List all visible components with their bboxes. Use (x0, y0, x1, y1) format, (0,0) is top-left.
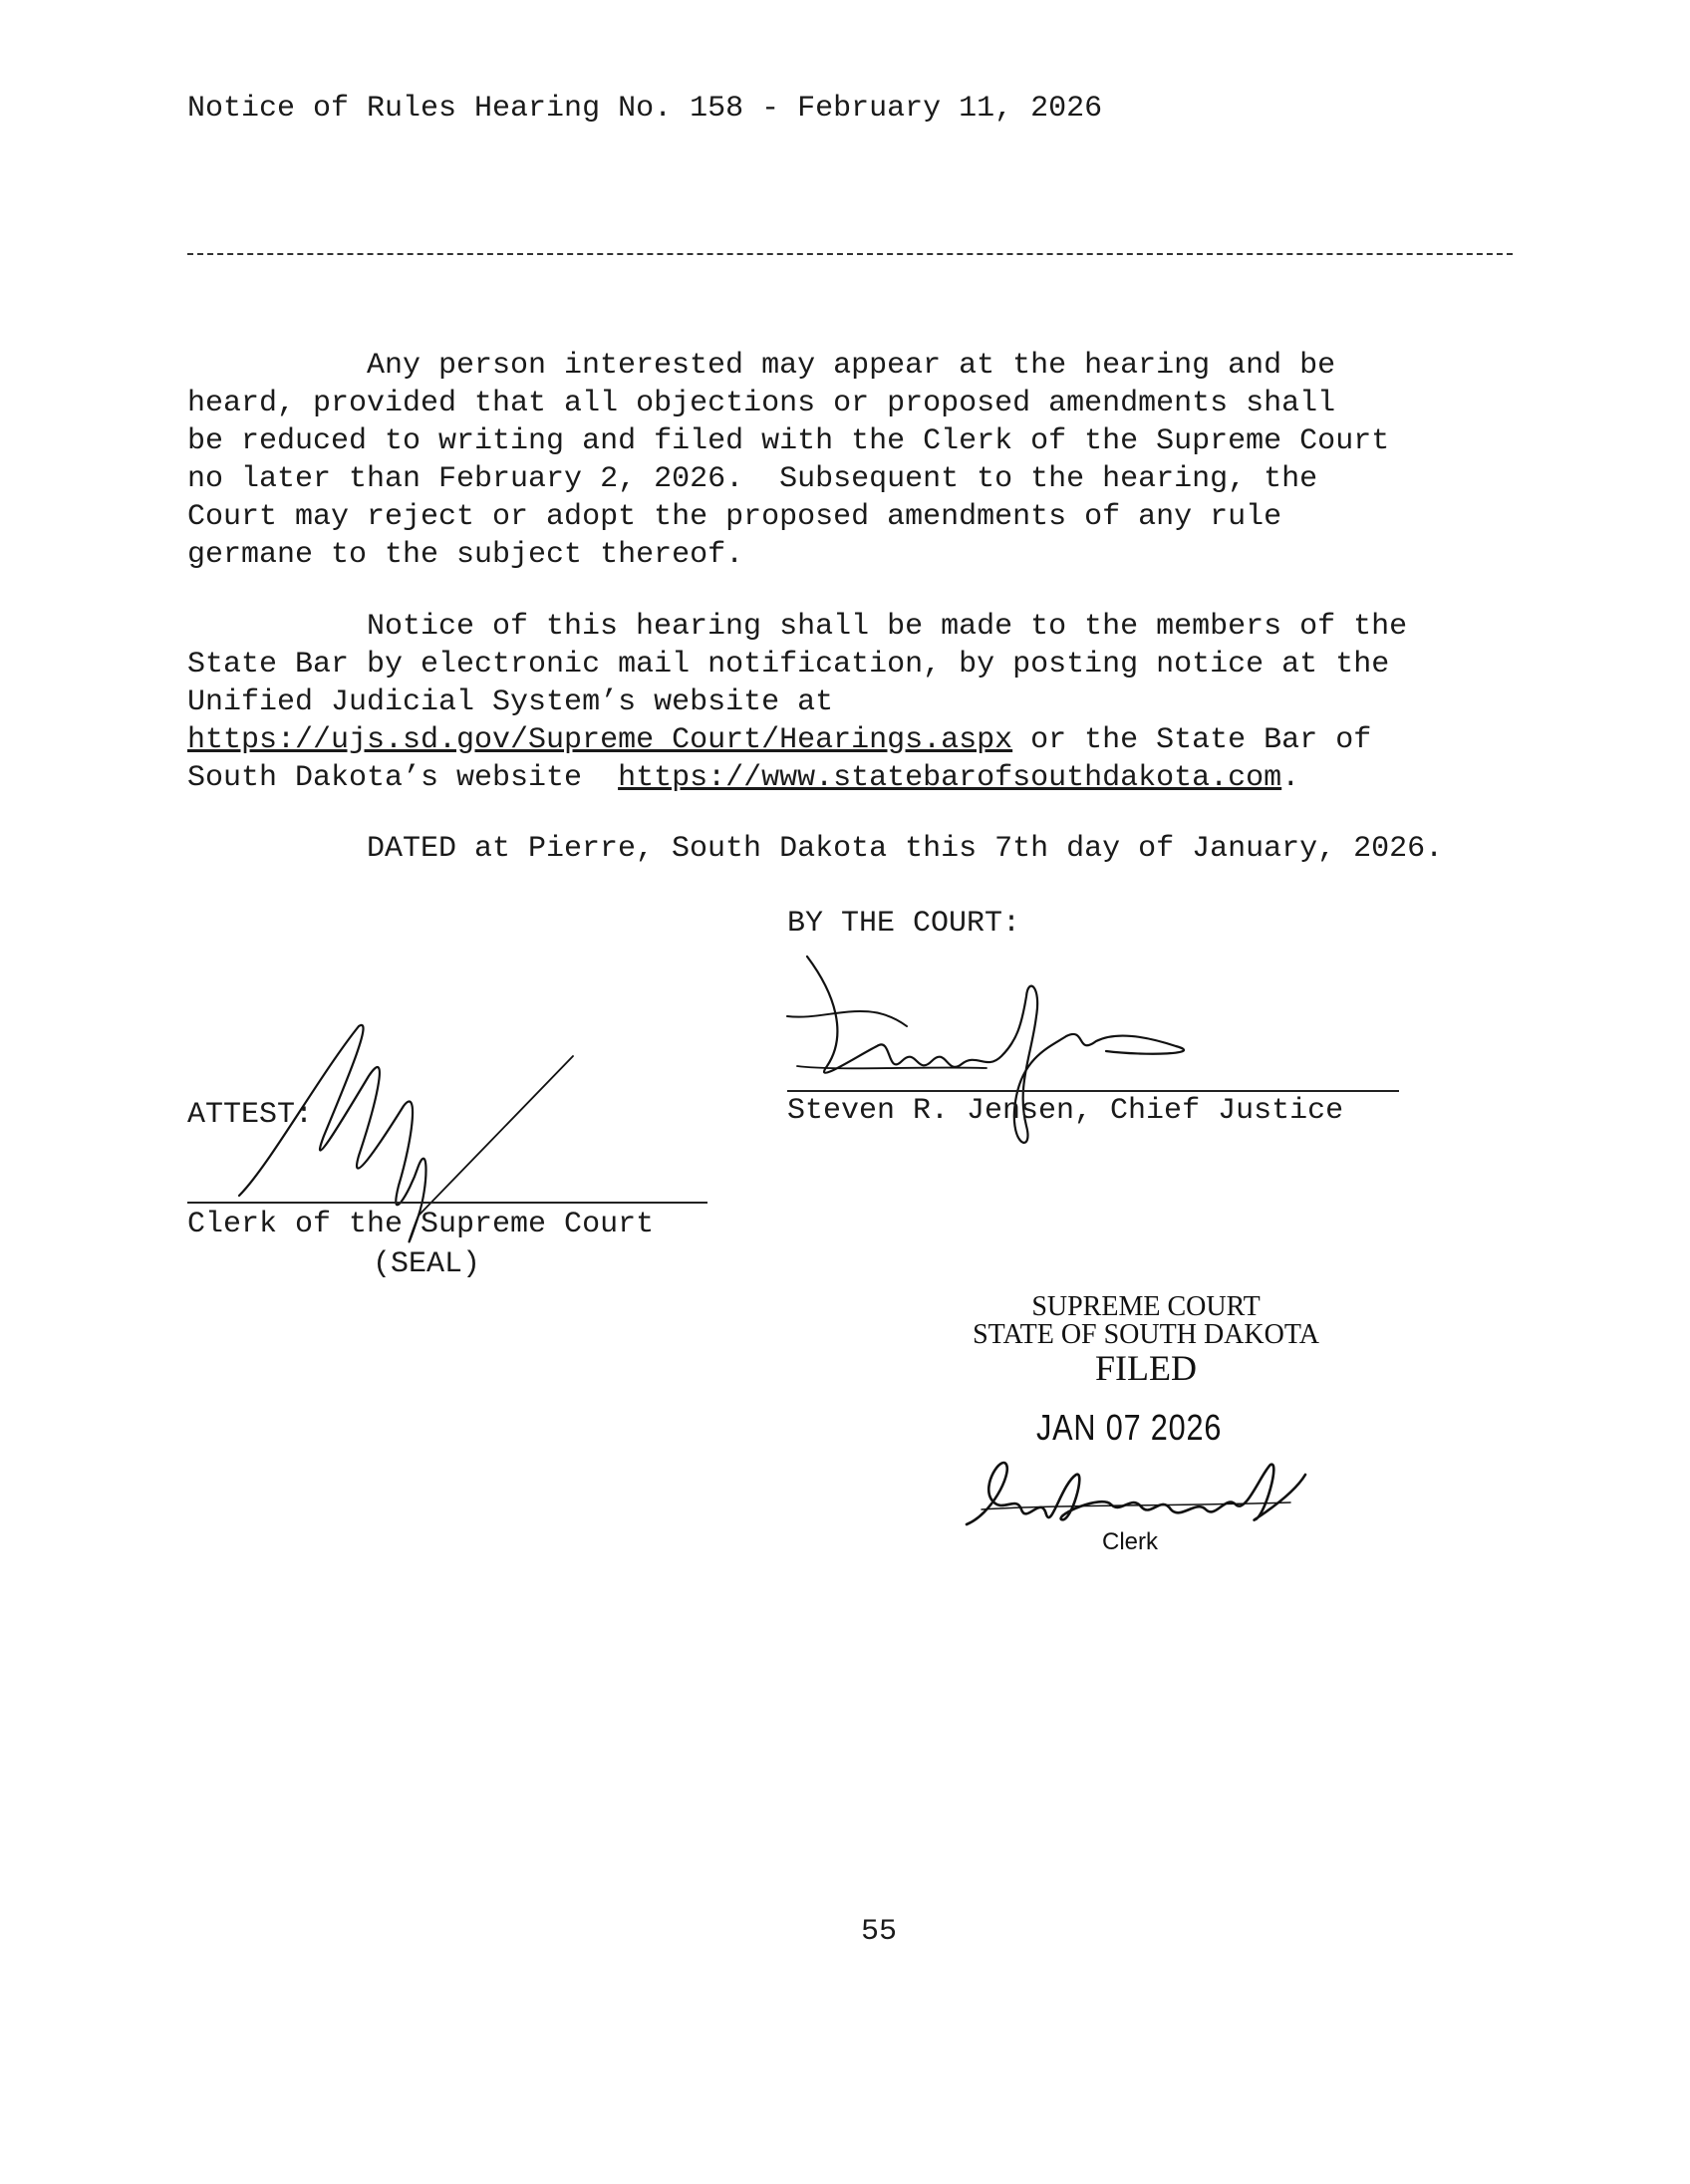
filed-stamp-court: SUPREME COURT (1031, 1291, 1261, 1322)
paragraph-line: Notice of this hearing shall be made to the members of the (367, 610, 1408, 644)
paragraph-line (187, 759, 1582, 797)
dashed-separator (187, 253, 1513, 255)
link-prefix-text: South Dakota’s website (187, 761, 619, 795)
paragraph-line: Unified Judicial System’s website at (187, 685, 834, 719)
paragraph-line: Court may reject or adopt the proposed amendments of any rule (187, 500, 1282, 534)
dated-line: DATED at Pierre, South Dakota this 7th day of January, 2026. (367, 832, 1444, 866)
paragraph-line: heard, provided that all objections or proposed amendments shall (187, 387, 1336, 420)
filed-stamp-state: STATE OF SOUTH DAKOTA (973, 1319, 1319, 1350)
notice-header: Notice of Rules Hearing No. 158 - February 11, 2026 (187, 92, 1103, 126)
state-bar-link[interactable]: https://www.statebarofsouthdakota.com (618, 761, 1282, 795)
attest-label: ATTEST: (187, 1098, 314, 1132)
justice-signature (767, 937, 1285, 1176)
paragraph-objections (187, 347, 1582, 574)
paragraph-line: State Bar by electronic mail notification, by posting notice at the (187, 648, 1390, 682)
clerk-signature-line (187, 1202, 707, 1204)
paragraph-notice (187, 608, 1582, 797)
paragraph-line (187, 721, 1582, 759)
clerk-title: Clerk of the Supreme Court (187, 1208, 655, 1241)
filed-stamp-date: JAN 07 2026 (1036, 1407, 1223, 1448)
paragraph-line: germane to the subject thereof. (187, 538, 744, 572)
chief-justice-name: Steven R. Jensen, Chief Justice (787, 1094, 1344, 1128)
paragraph-line: no later than February 2, 2026. Subsequent to the hearing, the (187, 462, 1318, 496)
ujs-hearings-link[interactable]: https://ujs.sd.gov/Supreme Court/Hearings.aspx (187, 723, 1013, 757)
filed-stamp (957, 1293, 1335, 1387)
link-suffix-text: or the State Bar of (1012, 723, 1372, 757)
by-the-court-label: BY THE COURT: (787, 907, 1021, 941)
paragraph-line: Any person interested may appear at the hearing and be (367, 349, 1336, 383)
period-text: . (1281, 761, 1300, 795)
filed-stamp-filed: FILED (1095, 1348, 1197, 1388)
seal-label: (SEAL) (373, 1247, 481, 1281)
paragraph-line: be reduced to writing and filed with the Clerk of the Supreme Court (187, 424, 1390, 458)
filed-stamp-clerk-label: Clerk (1102, 1528, 1159, 1555)
page-number: 55 (861, 1915, 898, 1949)
